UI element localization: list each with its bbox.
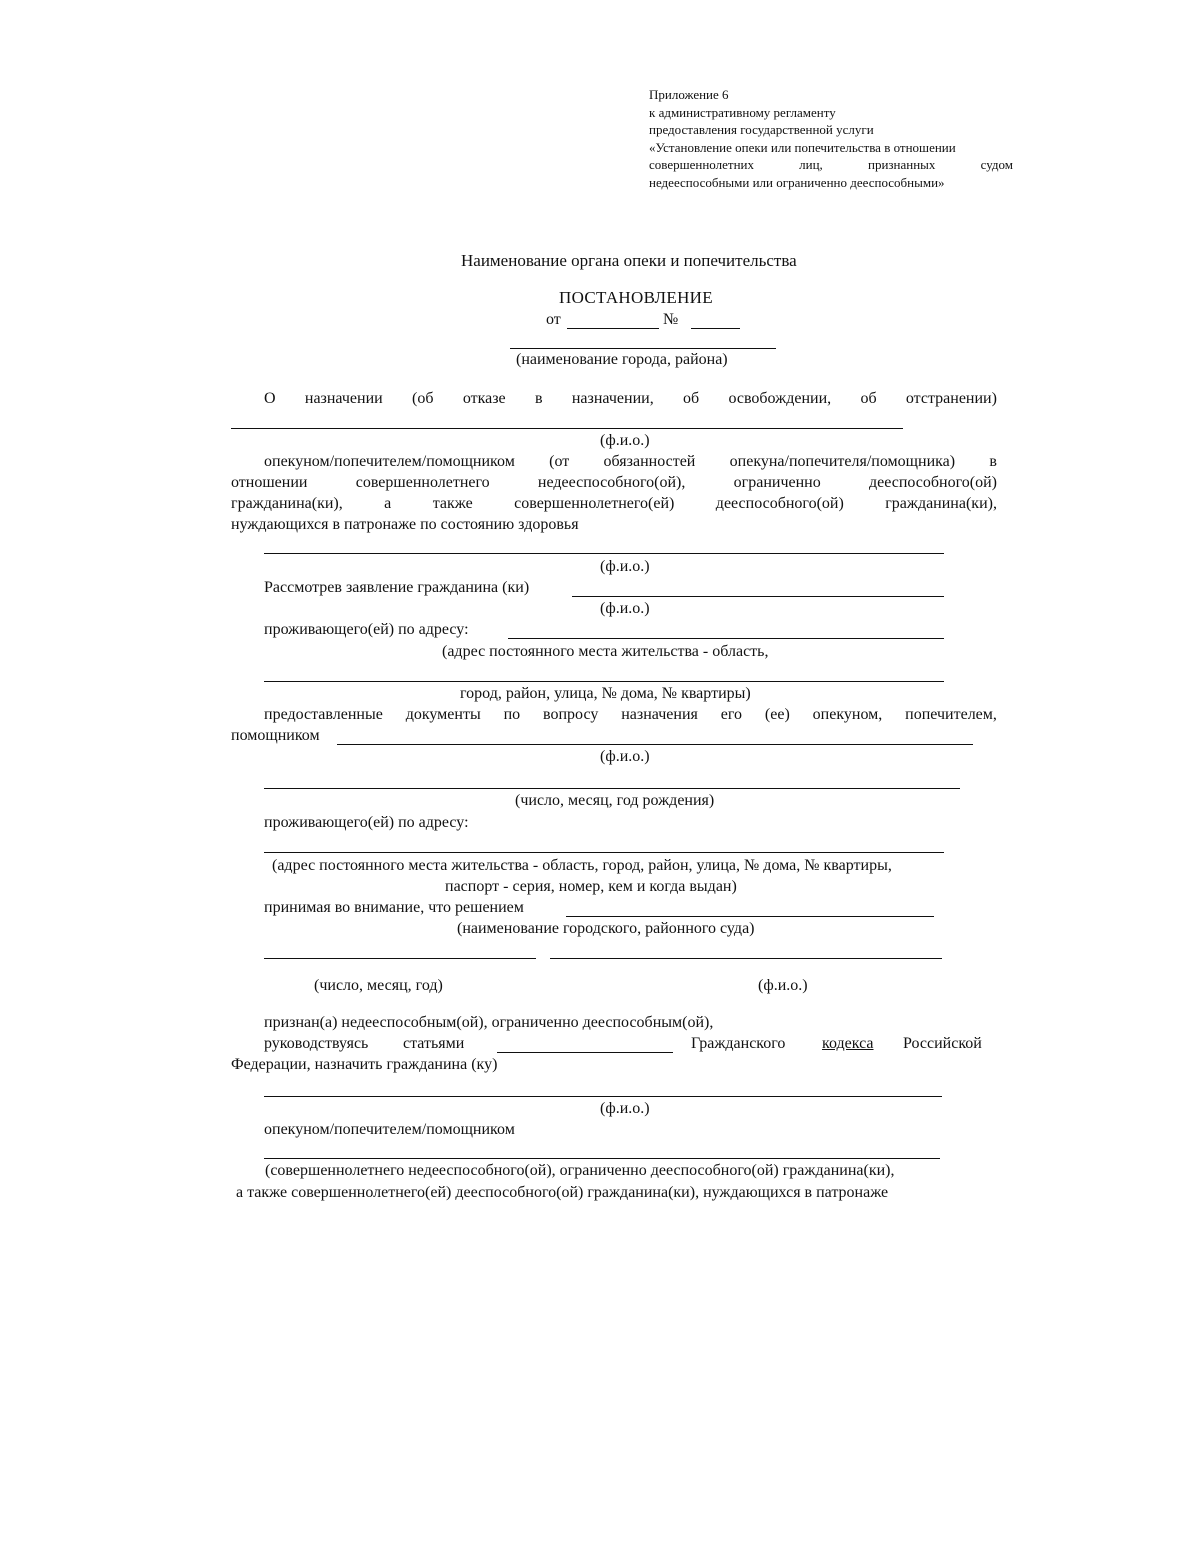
- guided-word: руководствуясь: [264, 1035, 369, 1052]
- intro-line: О назначении (об отказе в назначении, об освобождении, об отстранении): [264, 390, 997, 407]
- articles-field[interactable]: [497, 1052, 673, 1053]
- number-field[interactable]: [691, 328, 740, 329]
- address-caption-1: (адрес постоянного места жительства - область,: [442, 643, 769, 660]
- considered-label: Рассмотрев заявление гражданина (ки): [264, 579, 530, 596]
- court-caption: (наименование городского, районного суда): [457, 920, 755, 937]
- federation-text: Федерации, назначить гражданина (ку): [231, 1056, 498, 1073]
- appendix-service-title-end: недееспособными или ограниченно дееспособными»: [649, 174, 945, 190]
- residing-label-2: проживающего(ей) по адресу:: [264, 814, 469, 831]
- final-caption-1: (совершеннолетнего недееспособного(ой), ограниченно дееспособного(ой) гражданина(ки),: [265, 1162, 895, 1179]
- number-sign: №: [663, 311, 679, 328]
- decision-date-field[interactable]: [264, 958, 536, 959]
- decision-fio-field[interactable]: [550, 958, 942, 959]
- fio-caption-6: (ф.и.о.): [600, 1100, 650, 1117]
- appendix-service-title-cont: совершеннолетних лиц, признанных судом: [649, 157, 1013, 172]
- address-caption-full-1: (адрес постоянного места жительства - область, город, район, улица, № дома, № квартиры,: [272, 857, 892, 874]
- address-field-2[interactable]: [264, 852, 944, 853]
- recognized-text: признан(а) недееспособным(ой), ограниченно дееспособным(ой),: [264, 1014, 714, 1031]
- civil-word: Гражданского: [691, 1035, 786, 1052]
- fio-caption-2: (ф.и.о.): [600, 558, 650, 575]
- appointee-fio-field[interactable]: [264, 1096, 942, 1097]
- guardian-para-line4: нуждающихся в патронаже по состоянию здоровья: [231, 516, 579, 533]
- date-label: от: [546, 311, 561, 328]
- articles-word: статьями: [403, 1035, 465, 1052]
- city-caption: (наименование города, района): [516, 351, 728, 368]
- appendix-header: [649, 86, 1013, 191]
- fio-caption-1: (ф.и.о.): [600, 432, 650, 449]
- candidate-fio-field[interactable]: [337, 744, 973, 745]
- court-field[interactable]: [566, 916, 934, 917]
- guardian-para-line2: отношении совершеннолетнего недееспособного(ой), ограниченно дееспособного(ой): [231, 474, 997, 491]
- address-caption-2: город, район, улица, № дома, № квартиры): [460, 685, 751, 702]
- address-field-1[interactable]: [508, 638, 944, 639]
- documents-para-line2: помощником: [231, 727, 320, 744]
- address-caption-full-2: паспорт - серия, номер, кем и когда выдан): [445, 878, 737, 895]
- date-caption: (число, месяц, год): [314, 977, 443, 994]
- address-field-1b[interactable]: [264, 681, 944, 682]
- fio-field-1[interactable]: [231, 428, 903, 429]
- documents-para-line1: предоставленные документы по вопросу назначения его (ее) опекуном, попечителем,: [264, 706, 997, 723]
- birth-date-field[interactable]: [264, 788, 960, 789]
- appendix-service-title: «Установление опеки или попечительства в отношении: [649, 139, 956, 155]
- guardian-role-label: опекуном/попечителем/помощником: [264, 1121, 515, 1138]
- russian-word: Российской: [903, 1035, 982, 1052]
- final-caption-2: а также совершеннолетнего(ей) дееспособного(ой) гражданина(ки), нуждающихся в патронаже: [236, 1184, 889, 1201]
- city-field[interactable]: [510, 348, 776, 349]
- fio-caption-4: (ф.и.о.): [600, 748, 650, 765]
- applicant-fio-field[interactable]: [572, 596, 944, 597]
- appendix-number: Приложение 6: [649, 87, 729, 102]
- fio-caption-5: (ф.и.о.): [758, 977, 808, 994]
- code-link[interactable]: кодекса: [822, 1035, 874, 1052]
- appendix-service: предоставления государственной услуги: [649, 122, 874, 137]
- birth-caption: (число, месяц, год рождения): [515, 792, 715, 809]
- guardian-para-line3: гражданина(ки), а также совершеннолетнего(ей) дееспособного(ой) гражданина(ки),: [231, 495, 997, 512]
- fio-field-2[interactable]: [264, 553, 944, 554]
- residing-label-1: проживающего(ей) по адресу:: [264, 621, 469, 638]
- guardian-para-line1: опекуном/попечителем/помощником (от обязанностей опекуна/попечителя/помощника) в: [264, 453, 997, 470]
- taking-into-account-label: принимая во внимание, что решением: [264, 899, 524, 916]
- document-title: ПОСТАНОВЛЕНИЕ: [559, 288, 713, 307]
- ward-field[interactable]: [264, 1158, 940, 1159]
- date-field[interactable]: [567, 328, 659, 329]
- appendix-regulation: к административному регламенту: [649, 104, 836, 120]
- fio-caption-3: (ф.и.о.): [600, 600, 650, 617]
- authority-name: Наименование органа опеки и попечительства: [461, 251, 797, 270]
